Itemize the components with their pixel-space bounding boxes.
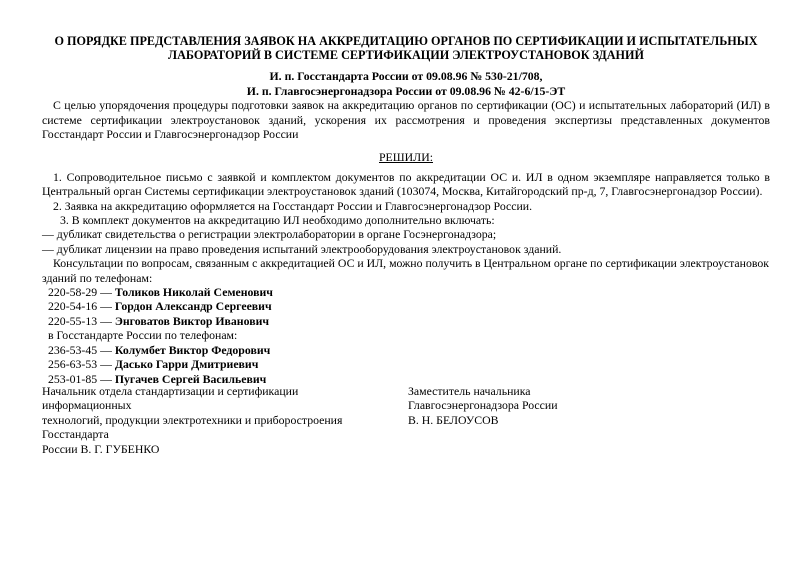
item-3-duplicate-certificate: — дубликат свидетельства о регистрации электролаборатории в органе Госэнергонадзора; (42, 227, 497, 242)
contact-name: Энговатов Виктор Иванович (114, 313, 270, 328)
item-3-duplicate-license: — дубликат лицензии на право проведения испытаний электрооборудования электроустановок зданий. (42, 241, 562, 256)
item-3: 3. В комплект документов на аккредитацию ИЛ необходимо дополнительно включать: (60, 213, 495, 228)
gosstandart-phones-label: в Госстандарте России по телефонам: (48, 328, 238, 343)
document-subtitle-glavgos: И. п. Главгосэнергонадзора России от 09.08.96 № 42-6/15-ЭТ (246, 83, 566, 98)
decided-heading: РЕШИЛИ: (379, 150, 433, 165)
document-title: О ПОРЯДКЕ ПРЕДСТАВЛЕНИЯ ЗАЯВОК НА АККРЕДИТАЦИЮ ОРГАНОВ ПО СЕРТИФИКАЦИИ И ИСПЫТАТЕЛЬНЫХ ЛАБОРАТОРИЙ В СИСТЕМЕ СЕРТИФИКАЦИИ ЭЛЕКТРОУСТАНОВОК ЗДАНИЙ (54, 34, 758, 62)
contact-name: Пугачев Сергей Васильевич (114, 371, 267, 386)
contact-row (42, 285, 770, 299)
document-body (42, 34, 770, 386)
contact-row (42, 343, 770, 357)
phone-number: 256-63-53 — (48, 357, 112, 372)
document-subtitle-gosstandart: И. п. Госстандарта России от 09.08.96 № 530-21/708, (269, 69, 543, 83)
signature-line: технологий, продукции электротехники и приборостроения Госстандарта (42, 412, 343, 442)
contact-name: Колумбет Виктор Федорович (114, 342, 271, 357)
contacts-gosstandart (42, 343, 770, 386)
item-2: 2. Заявка на аккредитацию оформляется на Госстандарт России и Главгосэнергонадзор России. (53, 198, 533, 213)
phone-number: 220-58-29 — (48, 285, 112, 300)
contact-row (42, 357, 770, 371)
consultation-paragraph: Консультации по вопросам, связанным с аккредитацией ОС и ИЛ, можно получить в Центральном органе по сертификации электроустановок зданий по телефонам: (42, 256, 770, 285)
contact-row (42, 299, 770, 313)
phone-number: 220-54-16 — (48, 299, 112, 314)
signature-name: России В. Г. ГУБЕНКО (42, 441, 160, 456)
phone-number: 236-53-45 — (48, 342, 112, 357)
contact-name: Дасько Гарри Дмитриевич (114, 357, 259, 372)
item-1: 1. Сопроводительное письмо с заявкой и комплектом документов по аккредитации ОС и. ИЛ в одном экземпляре направляется только в Центральный орган Системы сертификации электроустановок зданий (103074, Москва, Китайгородский пр-д, 7, Главгосэнергонадзор России). (42, 169, 770, 199)
contacts-main (42, 285, 770, 328)
contact-name: Гордон Александр Сергеевич (114, 299, 272, 314)
signature-line: Заместитель начальника (408, 384, 531, 398)
signature-line: Главгосэнергонадзора России (408, 398, 558, 413)
contact-name: Толиков Николай Семенович (114, 285, 273, 300)
signature-name: В. Н. БЕЛОУСОВ (408, 412, 499, 427)
phone-number: 220-55-13 — (48, 313, 112, 328)
contact-row (42, 314, 770, 328)
signature-line: Начальник отдела стандартизации и сертификации информационных (42, 384, 299, 413)
intro-paragraph: С целью упорядочения процедуры подготовки заявок на аккредитацию органов по сертификации (ОС) и испытательных лабораторий (ИЛ) в системе сертификации электроустановок зданий, ускорения их рассмотрения и проведения экспертизы представленных документов Госстандарт России и Главгосэнергонадзор России (42, 98, 770, 141)
signature-glavgosenergonadzor (408, 384, 708, 427)
phone-number: 253-01-85 — (48, 371, 112, 386)
signature-gosstandart (42, 384, 372, 456)
